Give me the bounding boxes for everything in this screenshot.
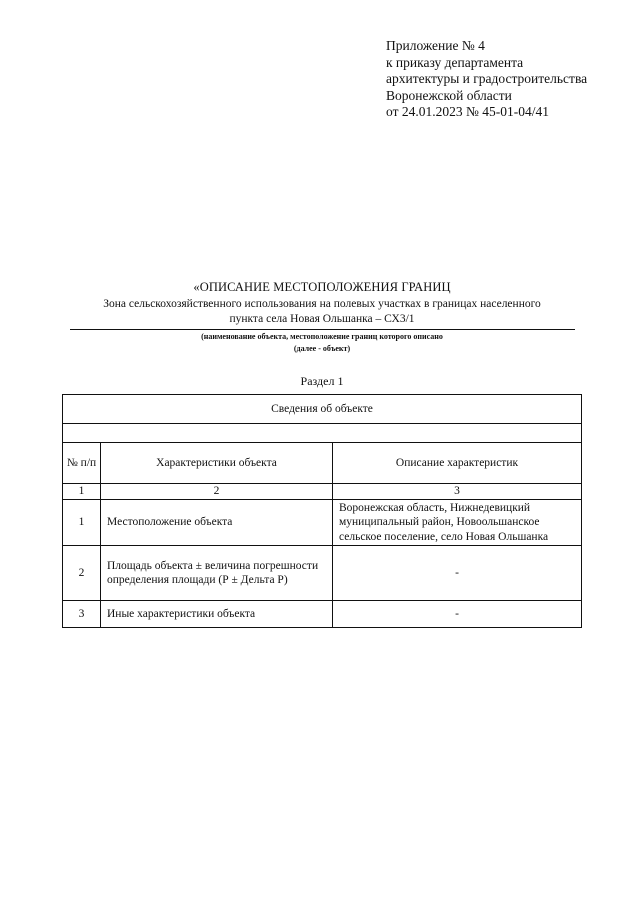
column-number: 3 (333, 484, 582, 500)
table-header-row (63, 443, 582, 484)
row-characteristic: Площадь объекта ± величина погрешности определения площади (Р ± Дельта Р) (101, 546, 333, 601)
column-number: 2 (101, 484, 333, 500)
table-empty-row (63, 424, 582, 443)
object-note (62, 331, 582, 355)
object-info-table (62, 394, 582, 628)
column-number-row (63, 484, 582, 500)
object-note-line: (наименование объекта, местоположение границ которого описано (201, 332, 443, 341)
object-name-line: пункта села Новая Ольшанка – СХ3/1 (229, 313, 415, 325)
table-row (63, 499, 582, 546)
document-title: «ОПИСАНИЕ МЕСТОПОЛОЖЕНИЯ ГРАНИЦ (193, 280, 451, 294)
appendix-line: к приказу департамента (386, 54, 524, 70)
row-description: - (333, 601, 582, 628)
row-characteristic: Иные характеристики объекта (101, 601, 333, 628)
table-row (63, 601, 582, 628)
table-caption-row (63, 395, 582, 424)
header-num: № п/п (63, 443, 101, 484)
object-name-underline (70, 329, 575, 330)
row-num: 2 (63, 546, 101, 601)
appendix-line: от 24.01.2023 № 45-01-04/41 (386, 104, 549, 119)
object-name-line: Зона сельскохозяйственного использования на полевых участках в границах населенного (103, 298, 541, 310)
row-num: 1 (63, 499, 101, 546)
header-description: Описание характеристик (333, 443, 582, 484)
table-caption: Сведения об объекте (63, 395, 582, 424)
title-block (62, 280, 582, 355)
appendix-block (386, 38, 587, 121)
row-description: - (333, 546, 582, 601)
appendix-line: архитектуры и градостроительства (386, 71, 588, 86)
table-row (63, 546, 582, 601)
column-number: 1 (63, 484, 101, 500)
row-description: Воронежская область, Нижнедевицкий муниципальный район, Новоольшанское сельское поселение, село Новая Ольшанка (333, 499, 582, 546)
object-note-line: (далее - объект) (293, 344, 351, 353)
row-characteristic: Местоположение объекта (101, 499, 333, 546)
table-empty-cell (63, 424, 582, 443)
row-num: 3 (63, 601, 101, 628)
header-characteristic: Характеристики объекта (101, 443, 333, 484)
appendix-line: Воронежской области (386, 87, 512, 103)
object-name (62, 297, 582, 327)
appendix-line: Приложение № 4 (386, 38, 485, 53)
section-heading: Раздел 1 (300, 374, 344, 388)
